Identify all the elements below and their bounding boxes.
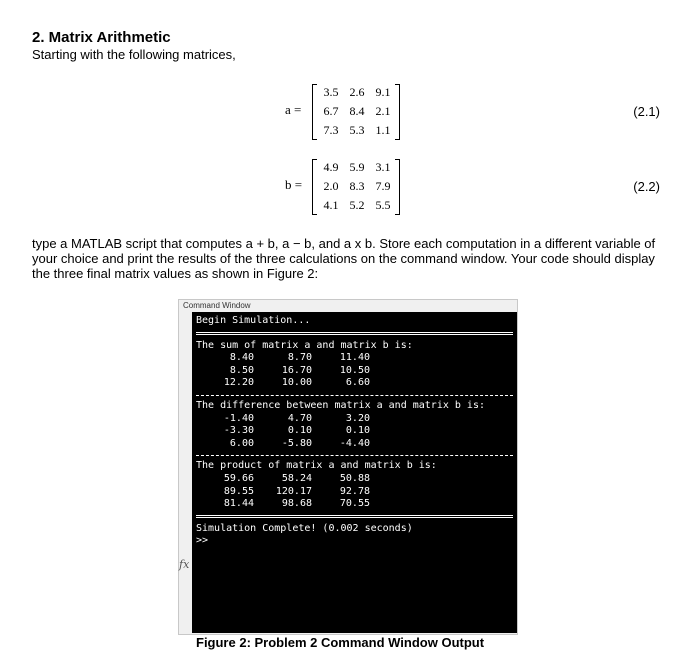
sum-row: 8.40 8.70 11.40 [229,352,370,364]
complete-line: Simulation Complete! (0.002 seconds) [196,522,413,534]
command-window-title: Command Window [183,301,251,310]
equation-a [280,82,660,144]
diff-row: -3.30 0.10 0.10 [223,425,370,437]
console-output[interactable] [192,312,517,633]
matrix-row: 6.7 8.4 2.1 [323,104,391,118]
sum-header: The sum of matrix a and matrix b is: [196,339,413,351]
dashed-divider [196,395,513,396]
matrix-a-label: a = [285,102,302,117]
sum-row: 12.20 10.00 6.60 [223,377,370,389]
prod-row: 81.44 98.68 70.55 [223,498,370,510]
double-divider [196,515,513,518]
begin-line: Begin Simulation... [196,315,311,326]
section-heading: 2. Matrix Arithmetic [32,29,171,46]
prod-row: 89.55 120.17 92.78 [223,485,370,497]
diff-header: The difference between matrix a and matrix b is: [196,399,485,411]
equation-number: (2.2) [633,179,660,194]
equation-b [280,157,660,219]
dashed-divider [196,455,513,456]
prod-row: 59.66 58.24 50.88 [223,472,370,484]
prompt[interactable]: >> [196,535,209,547]
matrix-b [312,157,400,217]
fx-icon[interactable]: fx [179,558,190,571]
matrix-row: 2.0 8.3 7.9 [323,179,391,193]
figure-caption: Figure 2: Problem 2 Command Window Output [196,635,485,650]
diff-row: -1.40 4.70 3.20 [223,412,370,424]
matrix-b-label: b = [285,177,303,192]
instructions-paragraph: type a MATLAB script that computes a + b, a − b, and a x b. Store each computation in a different variable of your choice and print the results of the three calculations on the command window. Your code should display the three final matrix values as shown in Figure 2: [32,236,656,281]
matrix-row: 4.1 5.2 5.5 [323,198,391,212]
matrix-row: 3.5 2.6 9.1 [323,85,391,99]
command-window [178,299,518,635]
matrix-row: 7.3 5.3 1.1 [323,123,391,137]
intro-text: Starting with the following matrices, [32,47,236,62]
matrix-row: 4.9 5.9 3.1 [323,160,391,174]
sum-row: 8.50 16.70 10.50 [229,364,370,376]
diff-row: 6.00 -5.80 -4.40 [229,437,370,449]
equation-number: (2.1) [633,104,660,119]
prod-header: The product of matrix a and matrix b is: [196,460,437,472]
double-divider [196,332,513,335]
matrix-a [312,82,400,142]
